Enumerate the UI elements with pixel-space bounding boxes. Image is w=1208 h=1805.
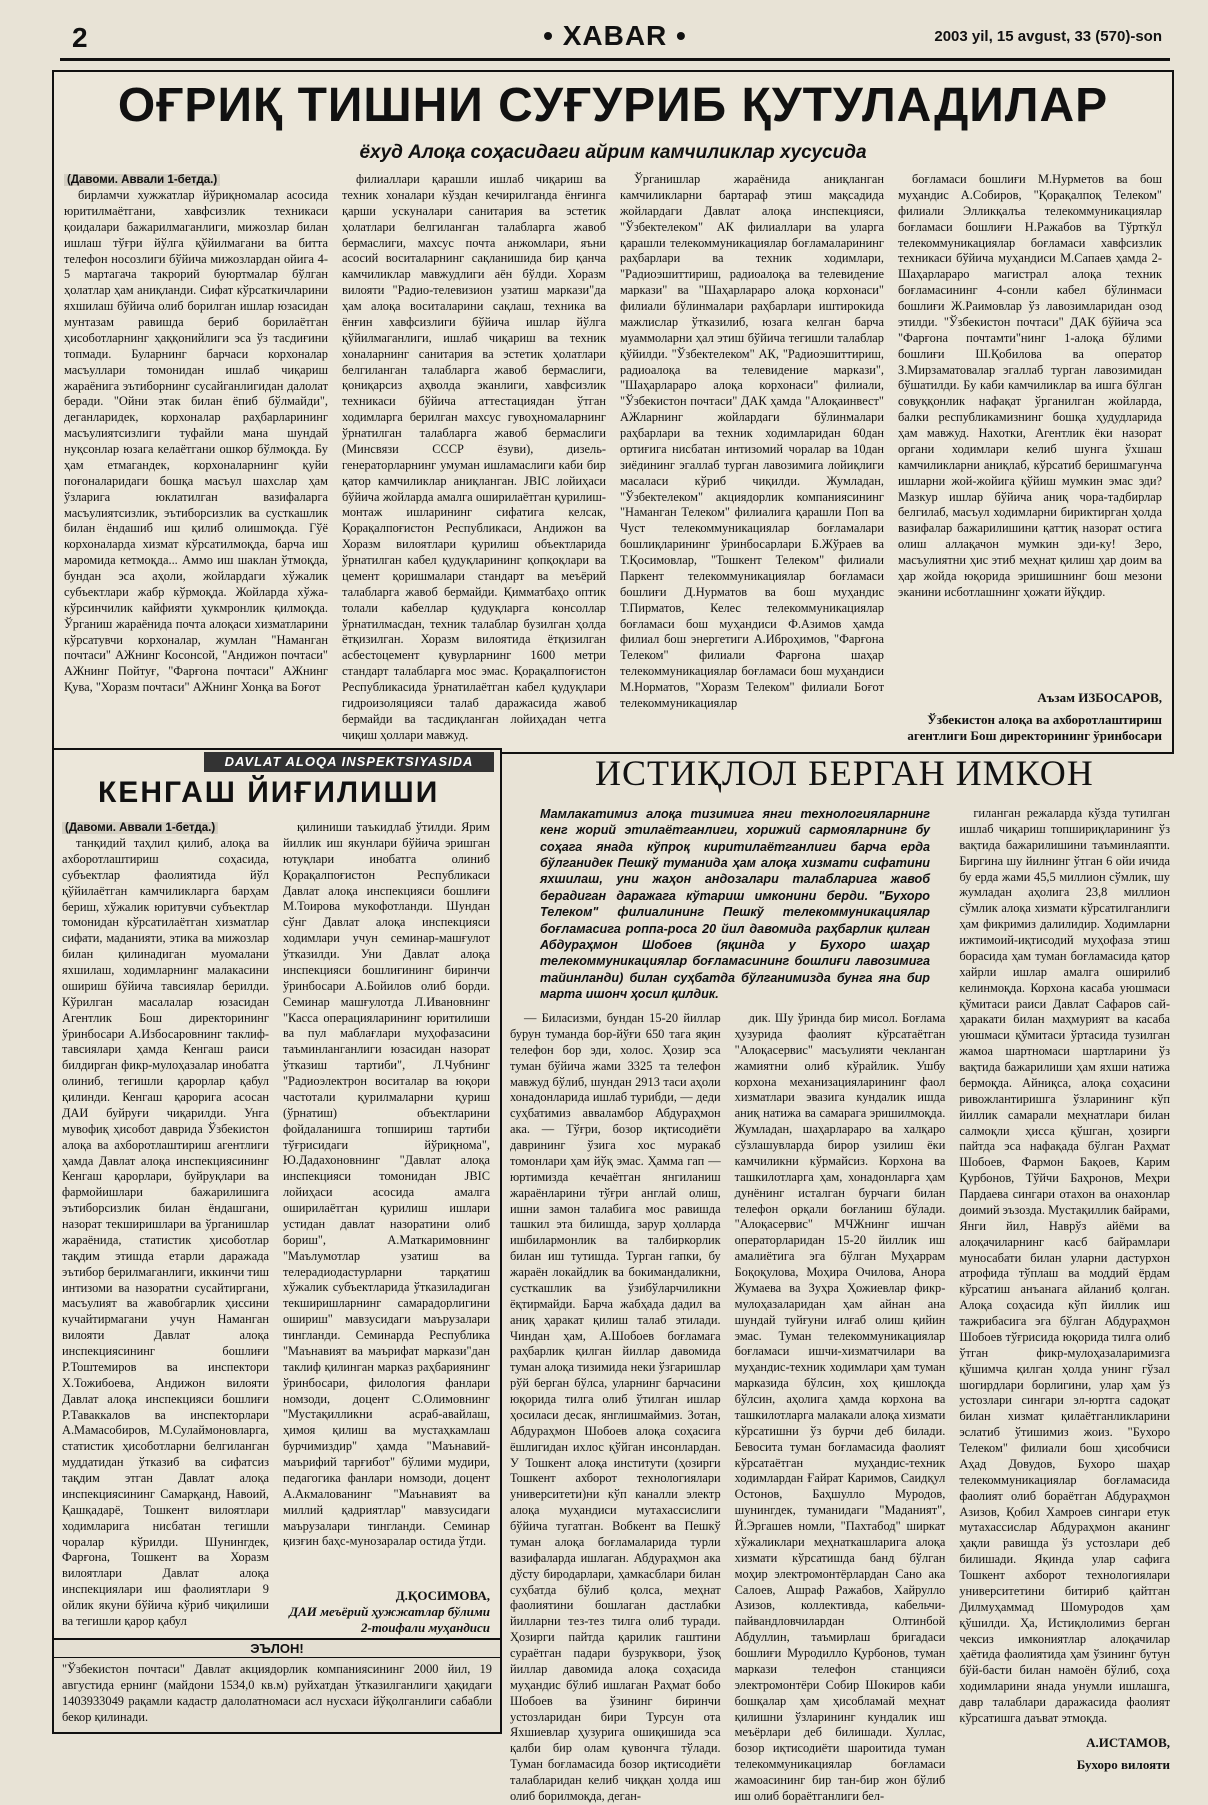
article-1-text-3: Ўрганишлар жараёнида аниқланган камчиликларни бартараф этиш мақсадида жойлардаги Давлат алоқа инспекцияси, "Ўзбектелеком" АК филиаллари ва уларга қарашли телекоммуникациялар боғламаларининг раҳбарлари ва техник ходимлари, "Радиоэшиттириш, радиоалоқа ва телевидение маркази" ва "Шаҳарлараро алоқа корхонаси" филиали бўлинмалари раҳбарлари иштирокида мажлислар ўтказилиб, юзага келган барча муаммоларни ҳал этиш бўйича тегишли талаблар қўйилди. "Ўзбектелеком" АК, "Радиоэшиттириш, радиоалоқа ва телевидение маркази", "Шаҳарлараро алоқа корхонаси" филиали, "Ўзбекистон почтаси" ДАК ҳамда "Алоқаинвест" АЖларнинг жойлардаги бўлинмалари раҳбарлари ва техник ходимларидан 60дан ортиғига нисбатан интизомий чоралар ва 10дан зиёдининг эгаллаб турган лавозимига лойиқлиги масаласи кўриб чиқилди. Жумладан, "Ўзбектелеком" акциядорлик компаниясининг "Наманган Телеком" филиалига қарашли Поп ва Чуст телекоммуникациялар боғламалари бошлиқларининг ўринбосарлари Б.Жўраев ва Т.Қосимовлар, "Тошкент Телеком" филиали Паркент телекоммуникациялар боғламаси бошлиғи Д.Нурматов ва бош муҳандис Т.Пирматов, Келес телекоммуникациялар боғламаси бош муҳандиси Ф.Азимов ҳамда филиал бош энергетиги А.Иброҳимов, "Фарғона Телеком" филиали Фарғона шаҳар телекоммуникациялар боғламаси бош муҳандиси М.Норматов, "Хоразм Телеком" филиали Боғот телекоммуникациялар [620,172,884,710]
article-1-author: Аъзам ИЗБОСАРОВ, [1037,690,1162,705]
article-3-author: А.ИСТАМОВ, [1086,1734,1171,1750]
article-1-text-1: бирламчи хужжатлар йўриқномалар асосида юритилмаётгани, хавфсизлик техникаси қоидалари бажарилмаганлиги, мижозлар билан ишлаш тўғри йўлга қўйилмагани ва битта телефон носозлиги бўйича мижозлардан ойига 4-5 мартагача такрорий буюртмалар бўлган ҳолатлар ҳам аниқланди. Сифат кўрсаткичларини яхшилаш бўйича олиб борилган ишлар юзасидан мунтазам равишда бериб борилаётган ҳисоботларнинг ҳаққонийлиги эса ўз тасдиғини топмади. Буларнинг барчаси корхоналар масъуллари томонидан ишлаб чиқариш жараёнига эътиборнинг сусайганлигидан далолат беради. "Ойни этак билан ёпиб бўлмайди", деганларидек, корхоналар раҳбарларининг масъулиятсизлиги туфайли мана шундай нуқсонлар юзага келаётгани ошкор бўлмоқда. Бу ҳам етмагандек, корхоналарнинг қуйи поғоналаридаги бошқа масъул шахслар ҳам ўзларига юклатилган вазифаларга масъулиятсизлик, эътиборсизлик ва сусткашлик билан ёндашиб иш қилиб олишмоқда. Гўё корхоналарда хизмат кўрсатилмоқда, барча иш маромида кетмоқда... Аммо иш шаклан ўтмоқда, бундан эса аҳоли, жойлардаги хўжалик субъектлари жабр кўрмоқда. Жойларда хўжа-кўрсинчилик кайфияти ҳукмронлик қилмоқда. Ўрганиш жараёнида почта алоқаси хизматларини кўрсатувчи корхоналар, жумлан "Наманган почтаси" АЖнинг Косонсой, "Андижон почтаси" АЖнинг Пойтуғ, "Фарғона почтаси" АЖнинг Қува, "Хоразм почтаси" АЖнинг Хонқа ва Боғот [64,188,328,695]
issue-date: 2003 yil, 15 avgust, 33 (570)-son [934,28,1162,45]
article-3-columns [510,806,1171,1803]
article-1-author-title: Ўзбекистон алоқа ва ахборотлаштириш агентлиги Бош директорининг ўринбосари [907,712,1162,743]
page-header [60,18,1170,61]
article-2-text-2: қилиниши таъкидлаб ўтилди. Ярим йиллик иш якунлари бўйича эришган ютуқлари инобатга олиниб Қорақалпоғистон Республикаси Давлат алоқа инспекцияси бошлиғи М.Тоирова мукофотланди. Шундан сўнг Давлат алоқа инспекцияси ходимлари учун семинар-машғулот ўтказилди. Уни Давлат алоқа инспекцияси бошлиғининг биринчи ўринбосари А.Бойилов олиб борди. Семинар машғулотда Л.Ивановнинг "Касса операцияларининг юритилиши ва пул маблағлари муҳофазасини таъминланганлиги юзасидан назорат ўтказиш тартиби", Л.Чубнинг "Радиоэлектрон воситалар ва юқори частотали қурилмаларни қуриш (ўрнатиш) объектларини фойдаланишга топшириш тартиби тўғрисидаги йўриқнома", Ю.Дадахоновнинг "Давлат алоқа инспекцияси томонидан JBIC лойиҳаси асосида амалга оширилаётган қурилиш ишлари устидан давлат назоратини олиб бориш", А.Маткаримовнинг "Маълумотлар узатиш ва телерадиодастурларни тарқатиш хўжалик субъектларида ўтказиладиган текширишларнинг самарадорлигини ошириш" мавзусидаги маърузалари тингланди. Семинарда Республика "Маънавият ва маърифат маркази"дан таклиф қилинган марказ раҳбариянинг ўринбосари, филология фанлари номзоди, доцент С.Олимовнинг "Мустақилликни асраб-авайлаш, ҳимоя қилиш ва мустаҳкамлаш бурчимиздир" ҳамда "Маънавий-маърифий тарғибот" бўлими мудири, педагогика фанлари номзоди, доцент А.Акмалованинг "Маънавият ва миллий қадриятлар" мавзусидаги маърузалари тингланди. Семинар қизғин баҳс-мунозаралар остида ўтди. [283,820,490,1549]
page-number: 2 [72,22,88,53]
article-3-title: ИСТИҚЛОЛ БЕРГАН ИМКОН [595,753,1094,793]
article-1-column-4 [898,172,1162,744]
article-2-author-title: ДАИ меъёрий ҳужжатлар бўлими 2-тоифали муҳандиси [289,1604,490,1635]
article-3-column-2 [734,806,946,1803]
article-1-text-2: филиаллари қарашли ишлаб чиқариш ва техник хоналари кўздан кечирилганда ёнғинга қарши ускуналари санитария ва эстетик ҳолатлари белгиланган талабларга жавоб бермаслиги, махсус почта анжомлари, яъни асосий воситаларнинг сақланишида бир қанча камчиликлар мавжудлиги аён бўлди. Хоразм вилояти "Радио-телевизион узатиш маркази"да ҳам алоқа воситаларини сақлаш, техника ва ёнғин хавфсизлиги бўйича ишлар йўлга қўйилмаганлиги, ишлаб чиқариш ва техник хоналарнинг санитария ва эстетик ҳолатлари белгиланган талабларга жавоб бермаслиги, қониқарсиз аҳволда эканлиги, хавфсизлик техникаси бўйича аттестациядан ўтган ходимларга берилган махсус гувоҳномаларнинг ўрнатилган талабларга жавоб бермаслиги (Минсвязи СССР ёзуви), дизель-генераторларнинг умуман ишламаслиги каби бир қатор камчиликлар аниқланган. JBIC лойиҳаси бўйича жойларда амалга оширилаётган қурилиш-монтаж ишларининг сифатига келсак, Қорақалпоғистон Республикаси, Андижон ва Хоразм вилоятлари қурилиш объектларида ўрнатилган кабел қудуқларининг қопқоқлари ва цемент қоришмалари стандарт ва меъёрий талабларга жавоб бермайди. Қимматбаҳо оптик толали кабеллар қудуқларга консоллар ўрнатилмасдан, техник талаблар бузилган ҳолда ётқизилган. Хоразм вилоятида ётқизилган асбестоцемент қувурларнинг 1600 метри стандарт талабларга мос эмас. Қорақалпоғистон Республикасида ўрнатилаётган кабел қудуқлари гидроизоляцияси талаб даражасида жавоб бермайди ва тасдиқланган лойиҳадан четга чиқиш ҳоллари мавжуд. [342,172,606,742]
article-2-column-2-body [283,820,490,1582]
article-3 [510,750,1171,1803]
article-2-title: КЕНГАШ ЙИҒИЛИШИ [98,776,440,809]
article-3-column-1 [510,806,721,1803]
article-2-columns [62,820,490,1636]
article-2-continuation-note: (Давоми. Аввали 1-бетда.) [62,822,218,834]
article-3-column-3-body [959,806,1170,1729]
article-1-subtitle: ёхуд Алоқа соҳасидаги айрим камчиликлар хусусида [359,142,867,163]
article-1-column-2 [342,172,606,744]
article-3-author-location: Бухоро вилояти [1076,1756,1171,1772]
article-1-column-3 [620,172,884,744]
article-2-column-1 [62,820,269,1636]
article-1-columns [64,172,1162,744]
article-2-author: Д.ҚОСИМОВА, [395,1588,490,1603]
article-3-text-2: дик. Шу ўринда бир мисол. Боғлама ҳузурида фаолият кўрсатаётган "Алоқасервис" масъулияти чекланган жамиятни олиб кўрайлик. Ушбу корхона механизацияларининг фаол хизматлари эвазига кундалик ишда аниқ натижа ва самарага эришилмоқда. Жумладан, шаҳарлараро ва халқаро сўзлашувларда бирор узилиш ёки камчиликни кўрмайсиз. Корхона ва ташкилотларга ҳам, хонадонларга ҳам дунёнинг исталган бурчаги билан телефон орқали боғланиш бўлади. "Алоқасервис" МЧЖнинг ишчан операторларидан 15-20 йиллик иш амалиётига эга бўлган Муҳаррам Боқоқулова, Моҳира Очилова, Анора Жумаева ва Зуҳра Ҳожиевлар фикр-мулоҳазаларидан ҳам айнан ана шундай туйғуни илғаб олиш қийин эмас. Туман телекоммуникациялар боғламаси ишчи-хизматчилари ва муҳандис-техник ходимлари ҳам туман марказида бўлсин, хоҳ қишлоқда бўлсин, аҳолига ҳамда корхона ва ташкилотларга малакали алоқа хизмати кўрсатишни ўз бурчи деб билади. Бевосита туман боғламасида фаолият кўрсатаётган муҳандис-техник ходимлардан Ғайрат Каримов, Саидқул Остонов, Баҳшулло Муродов, шунингдек, туманидаги "Маданият", Й.Эргашев номли, "Пахтабод" ширкат хўжаликлари меҳнаткашларига алоқа хизмати кўрсатишда банд бўлган моҳир электромонтёрлардан Сано ака Салоев, Ашраф Ражабов, Хайрулло Азизов, коллективда, кабельчи-пайвандловчилардан Олтинбой Абдуллин, таъмирлаш бригадаси бошлиғи Муродилло Қурбонов, туман маркази телефон станцияси электромонтёри Собир Шокиров каби бошқалар ҳам ҳисобламай меҳнат қилишни ўзларининг кундалик иш меъёрлари деб билишади. Хуллас, бозор иқтисодиёти шароитида туман телекоммуникациялар боғламаси жамоасининг бир тан-бир жон бўлиб иш олиб бораётганлиги бел- [734,1011,946,1803]
article-3-text-1: — Биласизми, бундан 15-20 йиллар бурун туманда бор-йўғи 650 тага яқин телефон бор эди, холос. Ҳозир эса туман бўйича жами 3325 та телефон мавжуд бўлиб, шундан 2913 таси аҳоли хонадонларида ишлаб турибди, — деди суҳбатимиз авваламбор Абдураҳмон ака. — Тўғри, бозор иқтисодиёти даврининг ўзига хос муракаб томонлари ҳам йўқ эмас. Ҳамма гап — юртимизда кечаётган янгиланиш жараёнларини тўғри англай олиш, ишни замон талабига мос равишда ташкил эта билишда, зарур ҳолларда ишбилармонлик ва талбиркорлик билан иш тутишда. Турган гапки, бу жараён локайдлик ва бокимандаликни, сусткашлик ва ўзибўларчиликни ёқтирмайди. Барча жабҳада дадил ва аниқ ҳаракат қилиш талаб этилади. Чиндан ҳам, А.Шобоев боғламага раҳбарлик қилган йиллар давомида туман алоқа тизимида неки ўзгаришлар рўй берган бўлса, уларнинг барчасини юқорида тилга олиб ўтилган ишлар ҳосиласи десак, янглишмаймиз. Зотан, Абдураҳмон Шобоев алоқа соҳасига ёшлигидан ихлос қўйган инсонлардан. У Тошкент алоқа институти (ҳозирги Тошкент ахборот технологиялари университети)ни кўп каналли электр алоқа муҳандиси мутахассислиги бўйича тугатган. Вобкент ва Пешкў туман алоқа боғламаларида турли вазифаларда ишлаган. Абдураҳмон ака дўсту биродарлари, ҳамкасблари билан суҳбатда бўлиб қолса, меҳнат фаолиятини бошлаган дастлабки йилларни тез-тез тилга олиб туради. Ҳозирги пайтда қарилик гаштини сураётган падари бузруквори, ўзоқ йиллар давомида алоқа соҳасида муҳандис бўлиб ишлаган Раҳмат бобо Шобоев ва ўзининг биринчи устозларидан бири Турсун ота Яхшиевлар ҳузурига ошиқишида эса қалби бир олам қувончга тўлади. Туман боғламасида бозор иқтисодиёти талабларидан келиб чиққан ҳолда иш олиб борилмоқда, деган- [510,1011,721,1803]
notice-text: "Ўзбекистон почтаси" Давлат акциядорлик компаниясининг 2000 йил, 19 августида ернинг (майдони 1534,0 кв.м) руйхатдан ўтказилганлиги ҳақидаги 1403933049 рақамли кадастр далолатномаси асл нусхаси йўқолганлиги сабабли бекор қилинади. [62,1662,492,1725]
article-3-column-3 [959,806,1171,1772]
article-1-column-1 [64,172,328,744]
article-1-continuation-note: (Давоми. Аввали 1-бетда.) [64,174,220,186]
article-2-rubric: DAVLAT ALOQA INSPEKTSIYASIDA [204,752,494,772]
notice-title: ЭЪЛОН! [54,1640,500,1658]
article-1-column-4-body [898,172,1162,684]
article-3-text-3: гиланган режаларда кўзда тутилган ишлаб чиқариш топшириқларининг ўз вақтида бажарилишини таъминлаяпти. Биргина шу йилнинг ўтган 6 ойи ичида бу ерда жами 45,5 миллион сўмлик, шу жумладан аҳолига 23,8 миллион сўмлик алоқа хизмати кўрсатилганлиги ҳам фикримиз далилидир. Ходимларни ижтимоий-иқтисодий муҳофаза этиш борасида ҳам туман боғламасида қатор хайрли ишлар амалга оширилиб келинмоқда. Корхона касаба уюшмаси қўмитаси раиси Давлат Сафаров сай-ҳаракати билан маҳмурият ва касаба уюшмаси қўмитаси ўртасида тузилган жамоа шартномаси шартларини ўз вақтида бажарилиши ҳам яхши натижа бермоқда. Айниқса, алоқа соҳасини ривожлантиришга ўзларининг кўп йиллик самарали меҳнатлари билан салмоқли ҳисса қўшган, ҳозирги пайтда эса нафақада бўлган Раҳмат Шобоев, Фармон Бақоев, Карим Қурбонов, Тўйчи Баҳронов, Меҳри Пардаева сингари отахон ва онахонлар доимий эъзозда. Мустақиллик байрами, Янги йил, Наврўз айёми ва алоқачиларнинг касб байрамлари муносабати билан уларни дастурхон атрофида тўплаш ва моддий ёрдам кўрсатиш анъанага айланиб қолган. Алоқа соҳасида кўп йиллик иш тажрибасига эга бўлган Абдураҳмон Шобоев тўғрисида юқорида тилга олиб ўтган фикр-мулоҳазаларимизга қўшимча қилган ҳолда унинг гўзал шогирдлари борлигини, улар ҳам ўз устозлари сингари эл-юртга садоқат билан хизмат қилаётганликларини эслатиб ўтишимиз жоиз. "Бухоро Телеком" филиали бош ҳисобчиси Аҳад Довудов, Бухоро шаҳар телекоммуникациялар боғламасида фаолият олиб бораётган Абдураҳмон Азизов, Қобил Хамроев сингари етук мутахассислар Абдураҳмон аканинг ҳақли равишда ўз устозлари деб билишади. Яқинда улар сафига Тошкент ахборот технологиялари университетини битириб қайтган Дилмуҳаммад Шомуродов ҳам қўшилди. Ҳа, Истиқлолимиз берган чексиз имкониятлар алоқачилар ҳаётида фаолиятида ҳам ўзининг бутун бўй-басти билан намоён бўлиб, соҳа ходимларини янада унумли ишлашга, давр талаблари даражасида фаолият кўрсатишга даъват этмоқда. [959,806,1171,1725]
article-2-text-1: танқидий таҳлил қилиб, алоқа ва ахборотлаштириш соҳасида, субъектлар фаолиятида йўл қўйилаётган камчиликларга барҳам бериш, хўжалик юритувчи субъектлар томонидан кўрсатилаётган хизматлар сифати, маданияти, этика ва мижозлар билан қилинадиган муомалани яхшилаш, ходимларнинг малакасини ошириш бўйича тавсиялар берилди. Кўрилган масалалар юзасидан Агентлик Бош директорининг ўринбосари А.Избосаровнинг таклиф-тавсиялари ҳамда Кенгаш раиси билдирган фикр-мулоҳазалар инобатга олиниб, тегишли қарорлар қабул қилинди. Кенгаш қарорига асосан ДАИ буйруғи чиқарилди. Унга мувофиқ ҳисобот даврида Ўзбекистон алоқа ва ахборотлаштириш агентлиги ҳамда Давлат алоқа инспекциясининг Кенгаш қарорлари, буйруқлари ва фармойишлари бажарилишига эътиборсизлик билан ёндашгани, назорат текширишлари ва ўрганишлар жараёнида, статистик ҳисоботлар тақдим этишда етарли даражада эътибор берилмаганлиги, иккинчи тиш интизоми ва назоратни сусайтиргани, масъулият ва жавобгарлик ҳиссини кучайтирмагани учун Наманган вилояти Давлат алоқа инспекциясининг бошлиғи Р.Тоштемиров ва инспектори Х.Тожибоева, Андижон вилояти Давлат алоқа инспекцияси бошлиғи Р.Таваккалов ва инспекторлари А.Мамасобиров, М.Сулаймоновларга, статистик ҳисоботларни белгиланган муддатидан ўтказиб ва сифатсиз тақдим этган Давлат алоқа инспекциясининг Самарқанд, Навоий, Қашқадарё, Тошкент вилоятлари ходимларига нисбатан тегишли чоралар кўрилди. Шунингдек, Фарғона, Тошкент ва Хоразм вилоятлари Давлат алоқа инспекциялари иш фаолиятлари 9 ойлик якуни бўйича кўриб чиқилиши ва тегишли қарор қабул [62,836,269,1628]
article-1-text-4: боғламаси бошлиғи М.Нурметов ва бош муҳандис А.Собиров, "Қорақалпоқ Телеком" филиали Элликқалъа телекоммуникациялар боғламаси бошлиғи Н.Ражабов ва Тўрткўл телекоммуникациялар боғламаси хавфсизлик техникаси бўйича муҳандиси М.Сапаев ҳамда 2-Шаҳарлараро магистрал алоқа техник боғламасининг 4-сонли кабел бўлинмаси бошлиғи Ж.Раимовлар ўз лавозимларидан озод этилди. "Ўзбекистон почтаси" ДАК бўйича эса "Фарғона почтамти"нинг 1-алоқа бўлими бошлиғи Ш.Қобилова ва оператор З.Мирзаматовалар эгаллаб турган лавозимидан бўшатилди. Бу каби камчиликлар ва ишга бўлган совуққонлик нафақат ўрганилган жойларда, балки республикамизнинг бошқа ҳудудларида ҳам мавжуд. Нахотки, Агентлик ёки назорат органи ходимлари келиб шунга ўхшаш камчиликларни аниқлаб, кўрсатиб беришмагунча ишларни жой-жойига қўйиш мумкин эмас эди? Мазкур ишлар бўйича аниқ чора-тадбирлар белгилаб, масъул ходимларни бириктирган ҳолда вазифалар бажарилишини қаттиқ назорат остига олиш аллақачон мумкин эди-ку! Зеро, масъулиятни ҳис этиб меҳнат қилиш ҳар доим ва ҳар жойда юқорида эришишнинг бош мезони эканини исботлашнинг ҳожати йўқдир. [898,172,1162,599]
article-1-title: ОҒРИҚ ТИШНИ СУҒУРИБ ҚУТУЛАДИЛАР [117,79,1109,132]
article-2 [52,748,502,1644]
newspaper-name: • XABAR • [543,20,687,51]
notice-box [52,1638,502,1734]
article-2-column-2 [283,820,490,1636]
article-3-intro: Мамлакатимиз алоқа тизимига янги технологияларнинг кенг жорий этилаётганлиги, хорижий сармояларнинг бу соҳага янада кўпроқ киритилаётганлиги барча ерда бўлганидек Пешкў туманида ҳам алоқа хизмати сифатини яхшилаш, уни жаҳон андозалари талабларига жавоб берадиган даражага кўтариш имконини берди. "Бухоро Телеком" филиалининг Пешкў телекоммуникациялар боғламасига роппа-роса 20 йил давомида раҳбарлик қилган Абдураҳмон Шобоев (яқинда у Бухоро шаҳар телекоммуникациялар боғламасининг бошлиғи лавозимига тайинланди) билан суҳбатда бўлганимизда бунга яна бир марта ишонч ҳосил қилдик. [540,807,930,1001]
article-1 [52,70,1174,754]
